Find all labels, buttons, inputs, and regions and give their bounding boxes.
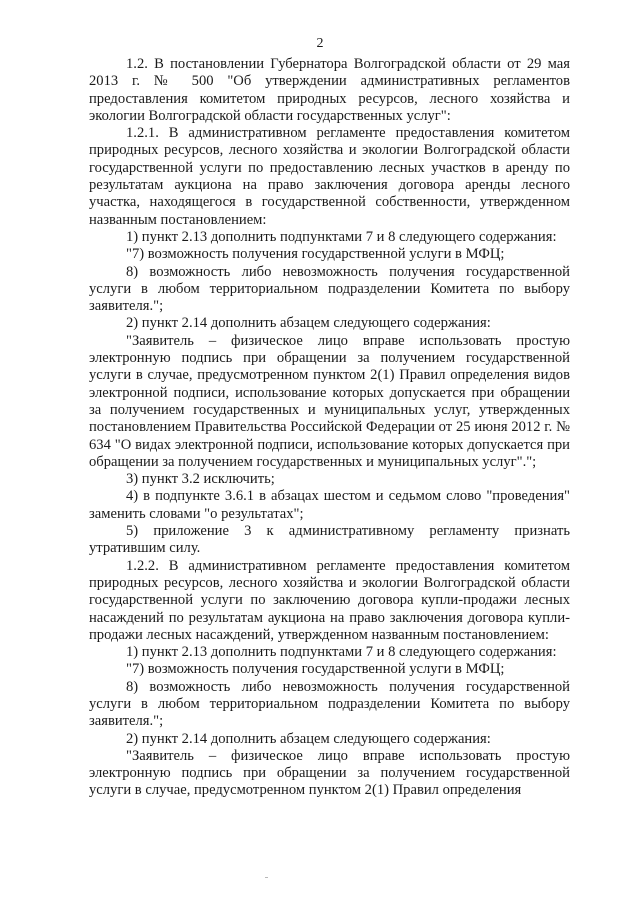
paragraph-item-3: 3) пункт 3.2 исключить; — [126, 471, 275, 488]
paragraph-item-2: 2) пункт 2.14 дополнить абзацем следующего содержания: — [126, 315, 491, 332]
paragraph-item-1-b: 1) пункт 2.13 дополнить подпунктами 7 и 8 следующего содержания: — [126, 644, 557, 661]
paragraph-quote-applicant-b: "Заявитель – физическое лицо вправе использовать простую электронную подпись при обращении за получением государственной услуги в случае, предусмотренном пунктом 2(1) Правил определения — [89, 747, 570, 799]
paragraph-1-2: 1.2. В постановлении Губернатора Волгоградской области от 29 мая 2013 г. № 500 "Об утверждении административных регламентов предоставления комитетом природных ресурсов, лесного хозяйства и экологии Волгоградской области государственных услуг": — [89, 56, 570, 124]
paragraph-item-2-b: 2) пункт 2.14 дополнить абзацем следующего содержания: — [126, 730, 491, 747]
paragraph-subitem-8: 8) возможность либо невозможность получения государственной услуги в любом территориальном подразделении Комитета по выбору заявителя."; — [89, 263, 570, 315]
paragraph-item-1: 1) пункт 2.13 дополнить подпунктами 7 и 8 следующего содержания: — [126, 228, 557, 245]
scan-artifact — [265, 877, 268, 878]
paragraph-subitem-7: "7) возможность получения государственной услуги в МФЦ; — [126, 246, 505, 263]
paragraph-subitem-8-b: 8) возможность либо невозможность получения государственной услуги в любом территориальном подразделении Комитета по выбору заявителя."; — [89, 678, 570, 730]
paragraph-item-5: 5) приложение 3 к административному регламенту признать утратившим силу. — [89, 523, 570, 557]
paragraph-1-2-1: 1.2.1. В административном регламенте предоставления комитетом природных ресурсов, лесного хозяйства и экологии Волгоградской области государственной услуги по предоставлению лесных участков в аренду по результатам аукциона на право заключения договора аренды лесного участка, находящегося в государственной собственности, утвержденном названным постановлением: — [89, 125, 570, 228]
paragraph-subitem-7-b: "7) возможность получения государственной услуги в МФЦ; — [126, 661, 505, 678]
document-body — [89, 56, 570, 800]
paragraph-1-2-2: 1.2.2. В административном регламенте предоставления комитетом природных ресурсов, лесного хозяйства и экологии Волгоградской области государственной услуги по заключению договора купли-продажи лесных насаждений по результатам аукциона на право заключения договора купли-продажи лесных насаждений, утвержденном названным постановлением: — [89, 557, 570, 643]
paragraph-quote-applicant: "Заявитель – физическое лицо вправе использовать простую электронную подпись при обращении за получением государственной услуги в случае, предусмотренном пунктом 2(1) Правил определения видов электронной подписи, использование которых допускается при обращении за получением государственных и муниципальных услуг, утвержденных постановлением Правительства Российской Федерации от 25 июня 2012 г. № 634 "О видах электронной подписи, использование которых допускается при обращении за получением государственных и муниципальных услуг"."; — [89, 332, 570, 470]
page-number: 2 — [316, 36, 324, 51]
paragraph-item-4: 4) в подпункте 3.6.1 в абзацах шестом и седьмом слово "проведения" заменить словами "о результатах"; — [89, 488, 570, 522]
